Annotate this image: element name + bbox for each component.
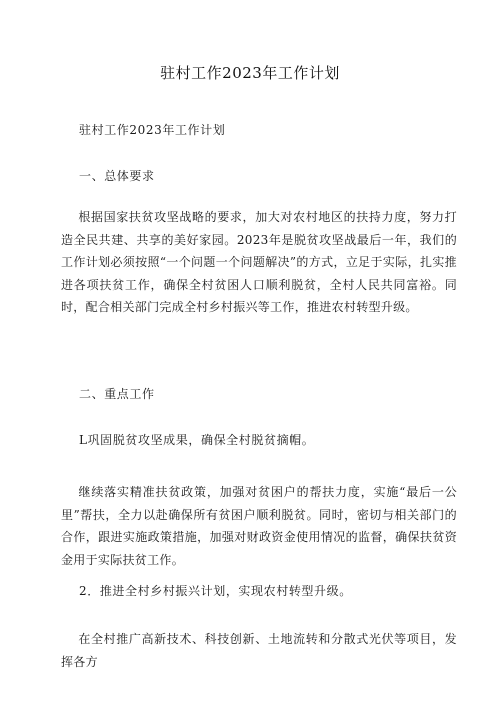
item-heading-consolidate-results: L巩固脱贫攻坚成果，确保全村脱贫摘帽。 — [79, 433, 315, 447]
section-heading-key-work: 二、重点工作 — [79, 387, 155, 401]
paragraph-rural-revitalization — [61, 628, 457, 673]
paragraph-consolidate-results-text: 继续落实精准扶贫政策，加强对贫困户的帮扶力度，实施“最后一公里”帮扶，全力以赴确保所有贫困户顺利脱贫。同时，密切与相关部门的合作，跟进实施政策措施，加强对财政资金使用情况的监督，确保扶贫资金用于实际扶贫工作。 — [61, 485, 457, 567]
paragraph-general-requirements — [61, 206, 457, 319]
document-title: 驻村工作2023年工作计划 — [160, 64, 340, 82]
item-heading-rural-revitalization: 2．推进全村乡村振兴计划，实现农村转型升级。 — [79, 584, 352, 598]
document-subtitle: 驻村工作2023年工作计划 — [79, 123, 226, 137]
paragraph-rural-revitalization-text: 在全村推广高新技术、科技创新、土地流转和分散式光伏等项目，发挥各方 — [61, 632, 457, 669]
paragraph-general-requirements-text: 根据国家扶贫攻坚战略的要求，加大对农村地区的扶持力度，努力打造全民共建、共享的美好家园。2023年是脱贫攻坚战最后一年，我们的工作计划必须按照“一个问题一个问题解决”的方式，立足于实际，扎实推进各项扶贫工作，确保全村贫困人口顺利脱贫，全村人民共同富裕。同时，配合相关部门完成全村乡村振兴等工作，推进农村转型升级。 — [61, 210, 457, 314]
section-heading-general-requirements: 一、总体要求 — [79, 169, 155, 183]
paragraph-consolidate-results — [61, 481, 457, 571]
